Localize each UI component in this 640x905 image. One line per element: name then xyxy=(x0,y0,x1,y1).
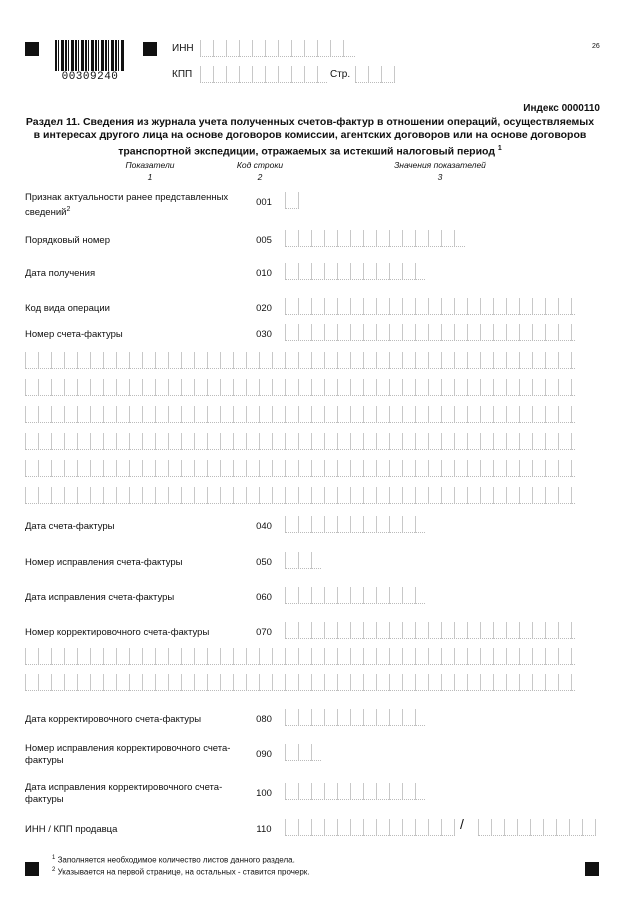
field-030-line-3[interactable] xyxy=(25,379,575,396)
row-label-001 xyxy=(25,192,245,219)
footnote-1 xyxy=(52,855,295,865)
corner-marker-top-left xyxy=(25,42,39,56)
row-label-030: Номер счета-фактуры xyxy=(25,329,123,340)
page-label: Стр. xyxy=(330,69,351,80)
field-070-line-2[interactable] xyxy=(25,648,575,665)
field-040[interactable] xyxy=(285,516,425,533)
row-code-110: 110 xyxy=(256,824,272,835)
field-030-line-7[interactable] xyxy=(25,487,575,504)
row-code-060: 060 xyxy=(256,592,272,603)
inn-label: ИНН xyxy=(172,43,194,54)
row-code-100: 100 xyxy=(256,788,272,799)
footnote-2 xyxy=(52,867,310,877)
column-number-3: 3 xyxy=(437,172,443,182)
field-020[interactable] xyxy=(285,298,575,315)
footnote-1-text: Заполняется необходимое количество листов данного раздела. xyxy=(57,855,295,865)
index-label: Индекс 0000110 xyxy=(523,103,600,114)
row-label-110: ИНН / КПП продавца xyxy=(25,824,118,835)
field-001[interactable] xyxy=(285,192,299,209)
field-110-inn[interactable] xyxy=(285,819,455,836)
row-label-005: Порядковый номер xyxy=(25,235,110,246)
corner-marker-top-mid xyxy=(143,42,157,56)
row-001-footnote-mark: 2 xyxy=(66,206,71,213)
column-header-values: Значения показателей xyxy=(394,160,486,170)
kpp-label: КПП xyxy=(172,69,193,80)
column-header-indicators: Показатели xyxy=(125,160,175,170)
field-100[interactable] xyxy=(285,783,425,800)
row-label-060: Дата исправления счета-фактуры xyxy=(25,592,175,603)
field-080[interactable] xyxy=(285,709,425,726)
inn-cells[interactable] xyxy=(200,40,355,57)
field-070-line-1[interactable] xyxy=(285,622,575,639)
title-footnote-mark: 1 xyxy=(497,145,502,152)
row-label-090: Номер исправления корректировочного счета-фактуры xyxy=(25,743,231,766)
field-030-line-5[interactable] xyxy=(25,433,575,450)
row-code-090: 090 xyxy=(256,749,272,760)
field-030-line-4[interactable] xyxy=(25,406,575,423)
field-030-line-6[interactable] xyxy=(25,460,575,477)
row-label-100: Дата исправления корректировочного счета-фактуры xyxy=(25,782,223,805)
inn-kpp-separator: / xyxy=(460,816,464,832)
row-label-010: Дата получения xyxy=(25,268,96,279)
row-label-040: Дата счета-фактуры xyxy=(25,521,115,532)
field-030-line-1[interactable] xyxy=(285,324,575,341)
row-label-050: Номер исправления счета-фактуры xyxy=(25,557,183,568)
footnote-2-mark: 2 xyxy=(52,867,56,873)
field-110-kpp[interactable] xyxy=(478,819,596,836)
row-code-040: 040 xyxy=(256,521,272,532)
row-code-005: 005 xyxy=(256,235,272,246)
field-060[interactable] xyxy=(285,587,425,604)
corner-marker-bottom-right xyxy=(585,862,599,876)
footnote-1-mark: 1 xyxy=(52,855,56,861)
row-code-030: 030 xyxy=(256,329,272,340)
corner-marker-bottom-left xyxy=(25,862,39,876)
row-label-070: Номер корректировочного счета-фактуры xyxy=(25,627,210,638)
row-code-010: 010 xyxy=(256,268,272,279)
row-label-080: Дата корректировочного счета-фактуры xyxy=(25,714,202,725)
field-030-line-2[interactable] xyxy=(25,352,575,369)
row-code-020: 020 xyxy=(256,303,272,314)
column-header-line-code: Код строки xyxy=(236,160,284,170)
page-cells[interactable] xyxy=(355,66,395,83)
field-090[interactable] xyxy=(285,744,321,761)
barcode xyxy=(55,40,125,73)
row-code-001: 001 xyxy=(256,197,272,208)
column-number-1: 1 xyxy=(147,172,153,182)
field-070-line-3[interactable] xyxy=(25,674,575,691)
field-005[interactable] xyxy=(285,230,465,247)
row-code-080: 080 xyxy=(256,714,272,725)
row-code-070: 070 xyxy=(256,627,272,638)
footnote-2-text: Указывается на первой странице, на остальных - ставится прочерк. xyxy=(57,867,310,877)
row-code-050: 050 xyxy=(256,557,272,568)
field-010[interactable] xyxy=(285,263,425,280)
barcode-number: 00309240 xyxy=(55,71,125,83)
row-label-001-text: Признак актуальности ранее представленных сведений xyxy=(25,192,229,219)
kpp-cells[interactable] xyxy=(200,66,327,83)
row-label-020: Код вида операции xyxy=(25,303,110,314)
page-number: 26 xyxy=(592,43,600,50)
field-050[interactable] xyxy=(285,552,321,569)
section-title xyxy=(25,116,595,159)
section-title-text: Раздел 11. Сведения из журнала учета полученных счетов-фактур в отношении операций, осуществляемых в интересах другого лица на основе договоров комиссии, агентских договоров или на основе договоров транспортной экспедиции, отражаемых за истекший налоговый период xyxy=(25,116,595,158)
column-number-2: 2 xyxy=(257,172,263,182)
